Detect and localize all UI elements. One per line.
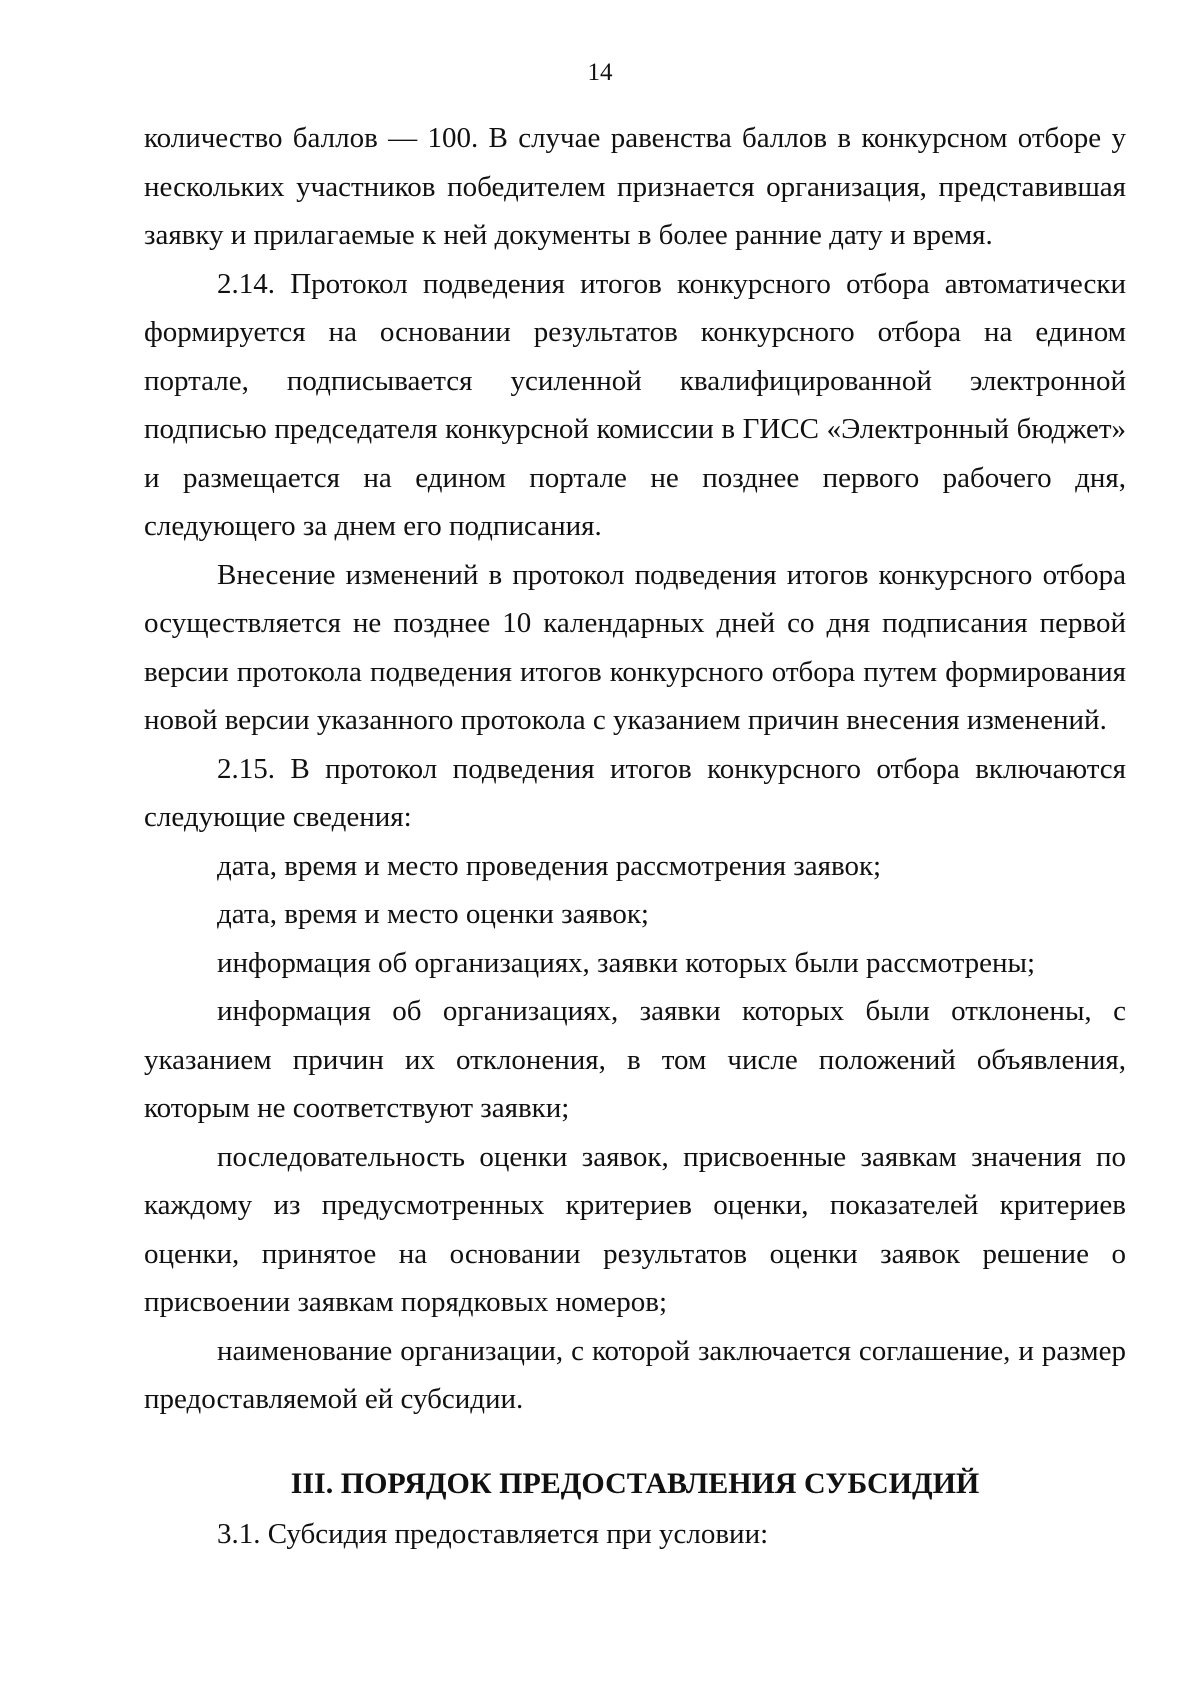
paragraph-protocol-changes: Внесение изменений в протокол подведения итогов конкурсного отбора осуществляется не позднее 10 календарных дней со дня подписания первой версии протокола подведения итогов конкурсного отбора путем формирования новой версии указанного протокола с указанием причин внесения изменений. [144, 558, 1126, 736]
list-item-reviewed-organizations: информация об организациях, заявки которых были рассмотрены; [217, 946, 1036, 979]
list-item-rejected-organizations: информация об организациях, заявки которых были отклонены, с указанием причин их отклонения, в том числе положений объявления, которым не соответствуют заявки; [144, 995, 1126, 1124]
document-body [144, 114, 1126, 1558]
paragraph-2-15: 2.15. В протокол подведения итогов конкурсного отбора включаются следующие сведения: [144, 752, 1126, 833]
paragraph-3-1: 3.1. Субсидия предоставляется при условии: [217, 1517, 769, 1550]
list-item-evaluation-sequence: последовательность оценки заявок, присвоенные заявкам значения по каждому из предусмотренных критериев оценки, показателей критериев оценки, принятое на основании результатов оценки заявок решение о присвоении заявкам порядковых номеров; [144, 1140, 1126, 1318]
list-item-agreement-organization: наименование организации, с которой заключается соглашение, и размер предоставляемой ей субсидии. [144, 1334, 1126, 1415]
list-item-review-date: дата, время и место проведения рассмотрения заявок; [217, 849, 882, 882]
page-number: 14 [587, 59, 613, 86]
paragraph-2-14: 2.14. Протокол подведения итогов конкурсного отбора автоматически формируется на основании результатов конкурсного отбора на едином портале, подписывается усиленной квалифицированной электронной подписью председателя конкурсной комиссии в ГИСС «Электронный бюджет» и размещается на едином портале не позднее первого рабочего дня, следующего за днем его подписания. [144, 267, 1126, 542]
section-heading: III. ПОРЯДОК ПРЕДОСТАВЛЕНИЯ СУБСИДИЙ [290, 1466, 980, 1500]
paragraph-score-tie: количество баллов — 100. В случае равенства баллов в конкурсном отборе у нескольких участников победителем признается организация, представившая заявку и прилагаемые к ней документы в более ранние дату и время. [144, 122, 1126, 251]
list-item-evaluation-date: дата, время и место оценки заявок; [217, 898, 649, 930]
